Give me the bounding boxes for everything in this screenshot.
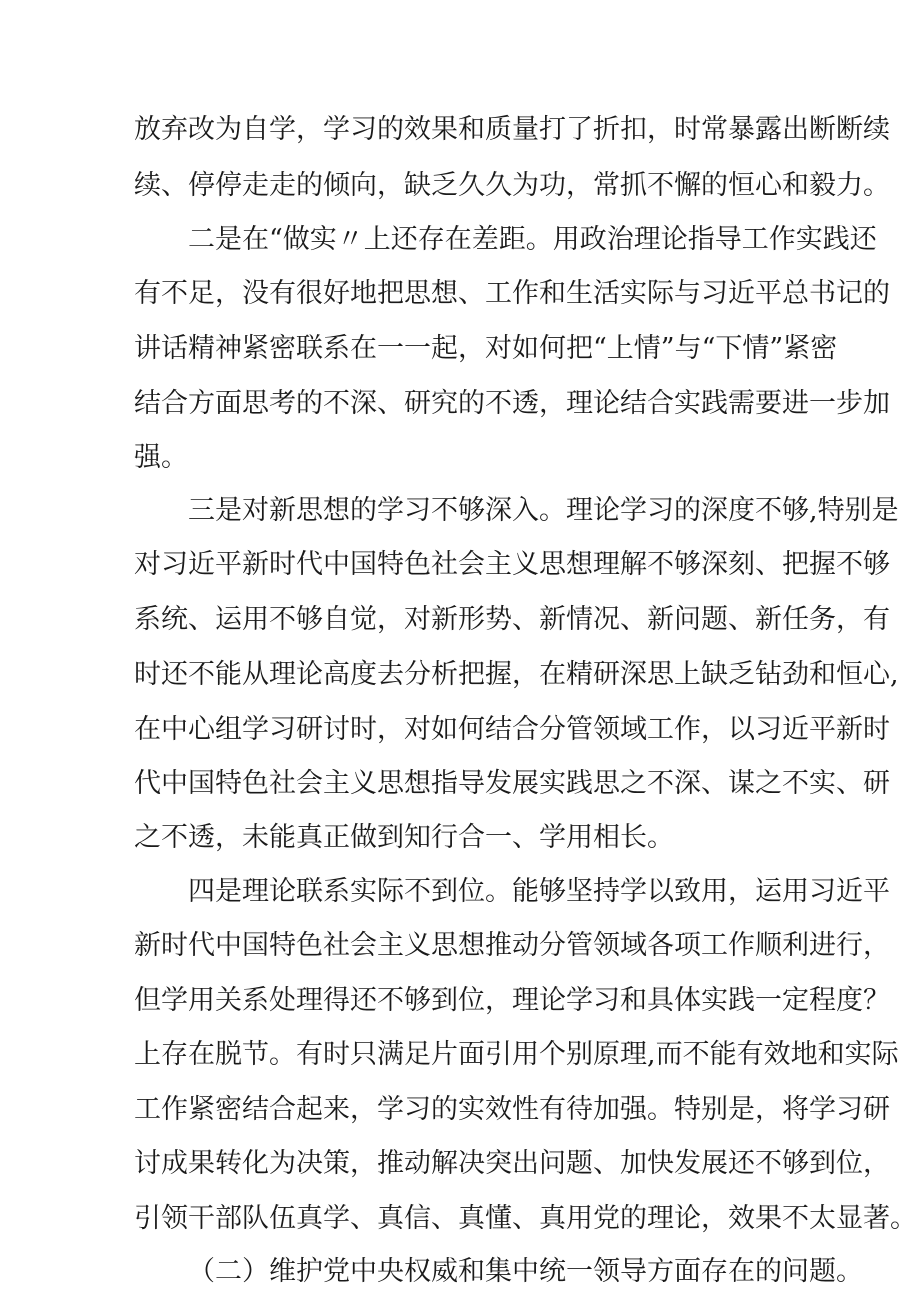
text-line: 讲话精神紧密联系在一一起，对如何把“上情”与“下情”紧密 [134,333,838,364]
text-line: 讨成果转化为决策，推动解决突出问题、加快发展还不够到位， [134,1148,890,1179]
text-line: 时还不能从理论高度去分析把握，在精研深思上缺乏钻劲和恒心, [134,659,899,690]
text-line: 在中心组学习研讨时，对如何结合分管领域工作，以习近平新时 [134,714,890,745]
text-line: 但学用关系处理得还不够到位，理论学习和具体实践一定程度？ [134,985,890,1016]
paragraph-4-first-line: 四是理论联系实际不到位。能够坚持学以致用，运用习近平 [188,876,890,907]
text-line: 代中国特色社会主义思想指导发展实践思之不深、谋之不实、研 [134,768,890,799]
text-line: 系统、运用不够自觉，对新形势、新情况、新问题、新任务，有 [134,604,890,635]
text-line: 之不透，未能真正做到知行合一、学用相长。 [134,822,674,853]
paragraph-3-first-line: 三是对新思想的学习不够深入。理论学习的深度不够,特别是 [188,495,899,526]
text-line: 结合方面思考的不深、研究的不透，理论结合实践需要进一步加 [134,388,890,419]
text-line: 新时代中国特色社会主义思想推动分管领域各项工作顺利进行， [134,930,890,961]
text-line: 上存在脱节。有时只满足片面引用个别原理,而不能有效地和实际 [134,1039,899,1070]
text-line: 强。 [134,442,188,473]
section-heading: （二）维护党中央权威和集中统一领导方面存在的问题。 [188,1256,863,1287]
text-line: 工作紧密结合起来，学习的实效性有待加强。特别是，将学习研 [134,1094,890,1125]
text-line: 引领干部队伍真学、真信、真懂、真用党的理论，效果不太显著。 [134,1203,917,1234]
text-line: 续、停停走走的倾向，缺乏久久为功，常抓不懈的恒心和毅力。 [134,170,890,201]
text-line: 有不足，没有很好地把思想、工作和生活实际与习近平总书记的 [134,278,890,309]
paragraph-2-first-line: 二是在“做实〃上还存在差距。用政治理论指导工作实践还 [188,224,877,255]
text-line: 放弃改为自学，学习的效果和质量打了折扣，时常暴露出断断续 [134,114,890,145]
text-line: 对习近平新时代中国特色社会主义思想理解不够深刻、把握不够 [134,549,890,580]
